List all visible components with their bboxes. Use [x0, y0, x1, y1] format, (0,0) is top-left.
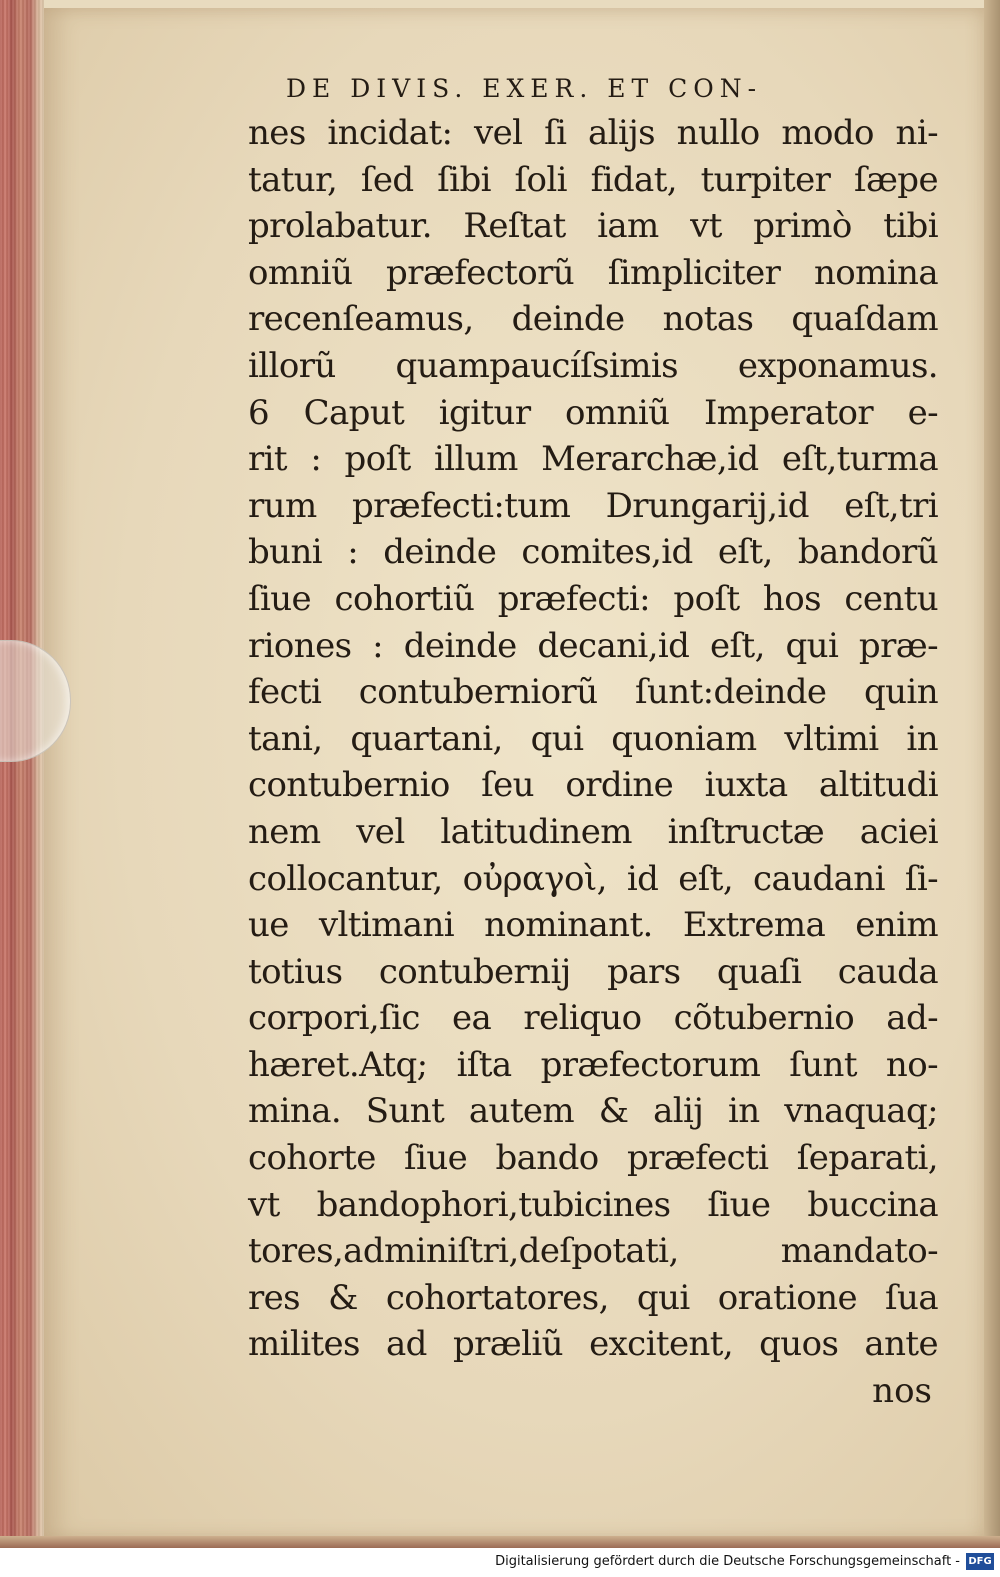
gutter-shadow [984, 0, 1000, 1548]
text-line: tores,adminiſtri,deſpotati, mandato- [248, 1231, 938, 1272]
text-block [248, 68, 938, 1414]
catchword: nos [872, 1371, 932, 1412]
text-line: buni : deinde comites,id eſt, bandorũ [248, 532, 938, 573]
text-line: illorũ quampaucíſsimis exponamus. [248, 345, 938, 386]
text-line: 6 Caput igitur omniũ Imperator e- [248, 392, 938, 433]
text-line: nem vel latitudinem inſtructæ aciei [248, 811, 938, 852]
text-line: tani, quartani, qui quoniam vltimi in [248, 718, 938, 759]
text-line: prolabatur. Reſtat iam vt primò tibi [248, 206, 938, 247]
dfg-logo: DFG [966, 1553, 994, 1570]
text-line: cohorte ſiue bando præfecti ſeparati, [248, 1138, 938, 1179]
page-stack-edge [0, 0, 44, 1548]
text-line: riones : deinde decani,id eſt, qui præ- [248, 625, 938, 666]
text-line: mina. Sunt autem & alij in vnaquaq; [248, 1091, 938, 1132]
text-line: fecti contuberniorũ ſunt:deinde quin [248, 672, 938, 713]
digitization-footer [0, 1548, 1000, 1577]
text-line: rum præfecti:tum Drungarij,id eſt,tri [248, 485, 938, 526]
text-line: recenſeamus, deinde notas quaſdam [248, 299, 938, 340]
text-line: vt bandophori,tubicines ſiue buccina [248, 1184, 938, 1225]
text-line: collocantur, οὐραγοὶ, id eſt, caudani ſi- [248, 858, 938, 899]
text-line: totius contubernij pars quaſi cauda [248, 951, 938, 992]
text-line: rit : poſt illum Merarchæ,id eſt,turma [248, 439, 938, 480]
text-line: tatur, ſed ſibi ſoli fidat, turpiter ſæpe [248, 159, 938, 200]
text-line: corpori,ſic ea reliquo cõtubernio ad- [248, 998, 938, 1039]
text-line: ue vltimani nominant. Extrema enim [248, 905, 938, 946]
running-head: DE DIVIS. EXER. ET CON- [286, 74, 763, 103]
text-line: contubernio ſeu ordine iuxta altitudi [248, 765, 938, 806]
text-line: nes incidat: vel ſi alijs nullo modo ni- [248, 113, 938, 153]
bottom-edge [0, 1536, 1000, 1548]
text-line: ſiue cohortiũ præfecti: poſt hos centu [248, 578, 938, 619]
text-line: res & cohortatores, qui oratione ſua [248, 1277, 938, 1318]
text-line: omniũ præfectorũ ſimpliciter nomina [248, 252, 938, 293]
text-line: hæret.Atq; iſta præfectorum ſunt no- [248, 1044, 938, 1085]
text-line: milites ad præliũ excitent, quos ante [248, 1324, 938, 1365]
footer-credit: Digitalisierung gefördert durch die Deutsche Forschungsgemeinschaft - [495, 1554, 960, 1569]
